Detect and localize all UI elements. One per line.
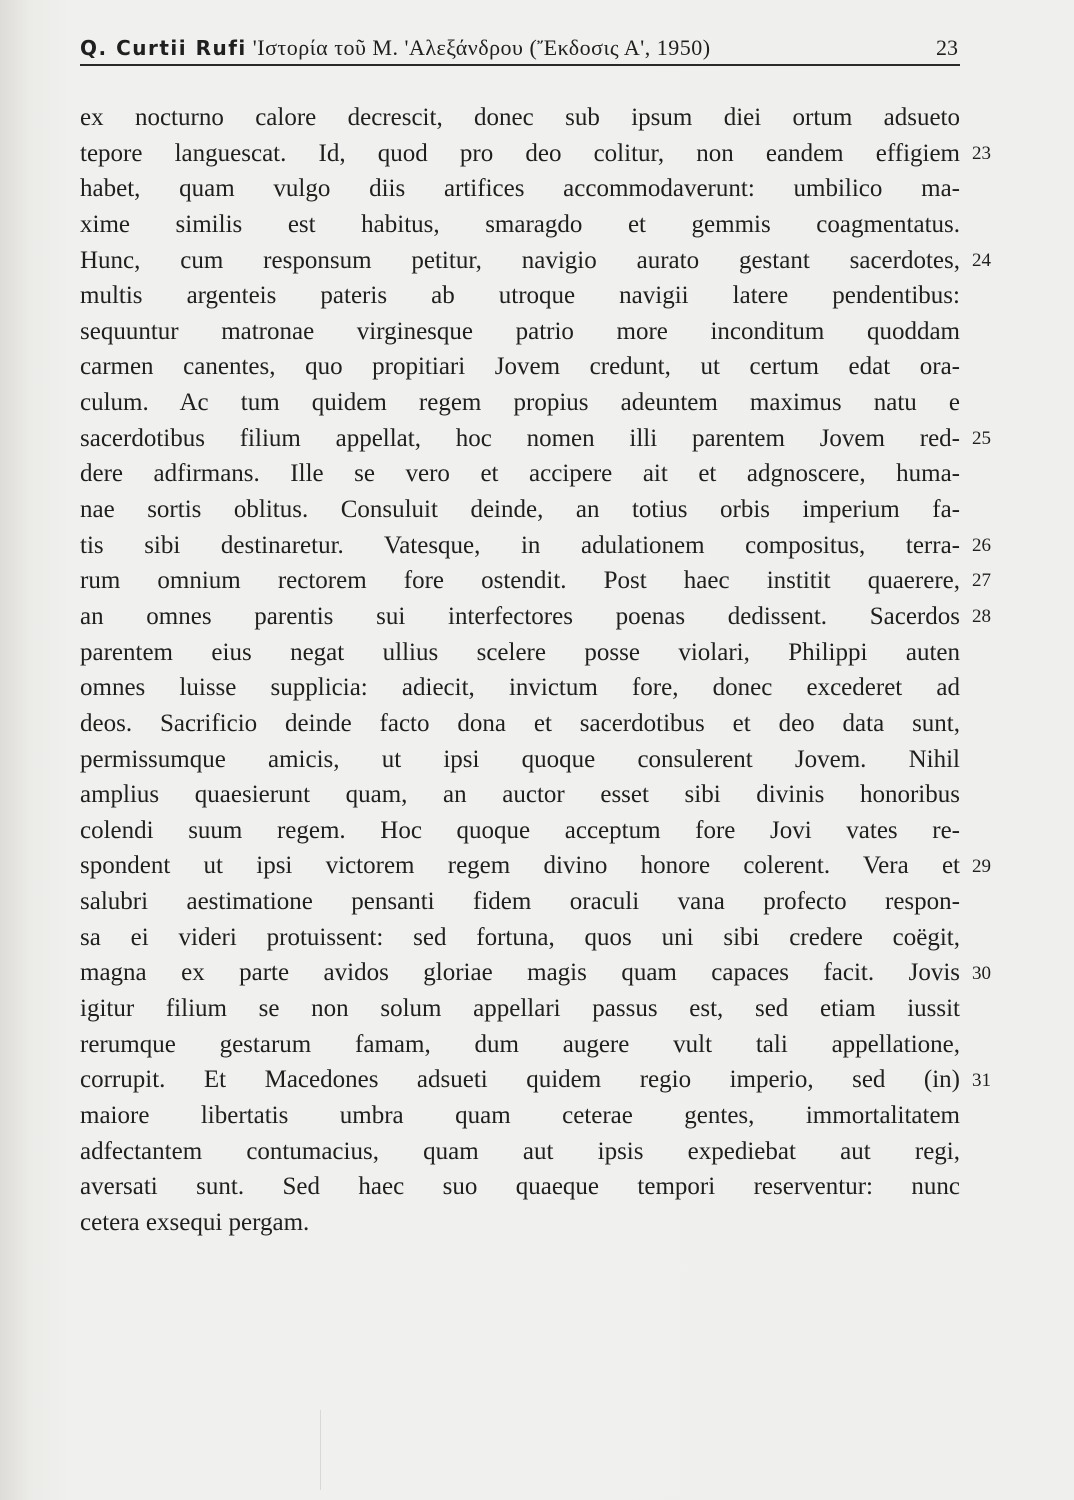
text-line: adfectantem contumacius, quam aut ipsis expediebat aut regi,	[80, 1137, 960, 1165]
text-line: tepore languescat. Id, quod pro deo colitur, non eandem effigiem	[80, 139, 960, 167]
section-number: 26	[972, 534, 991, 556]
text-line: tis sibi destinaretur. Vatesque, in adulationem compositus, terra-	[80, 531, 960, 559]
text-line: sacerdotibus filium appellat, hoc nomen illi parentem Jovem red-	[80, 424, 960, 452]
text-line: habet, quam vulgo diis artifices accommodaverunt: umbilico ma-	[80, 175, 960, 203]
running-header	[80, 34, 960, 66]
section-number: 31	[972, 1069, 991, 1091]
section-number: 30	[972, 962, 991, 984]
text-line: multis argenteis pateris ab utroque navigii latere pendentibus:	[80, 282, 960, 310]
text-line: an omnes parentis sui interfectores poenas dedissent. Sacerdos	[80, 602, 960, 630]
text-line: nae sortis oblitus. Consuluit deinde, an totius orbis imperium fa-	[80, 496, 960, 524]
text-line: sequuntur matronae virginesque patrio more inconditum quoddam	[80, 317, 960, 345]
text-line: deos. Sacrificio deinde facto dona et sacerdotibus et deo data sunt,	[80, 709, 960, 737]
section-number: 23	[972, 142, 991, 164]
text-line: cetera exsequi pergam.	[80, 1208, 310, 1236]
text-line: carmen canentes, quo propitiari Jovem credunt, ut certum edat ora-	[80, 353, 960, 381]
section-number: 29	[972, 855, 991, 877]
page-number: 23	[936, 35, 958, 60]
text-line: spondent ut ipsi victorem regem divino honore colerent. Vera et	[80, 852, 960, 880]
text-line: aversati sunt. Sed haec suo quaeque tempori reserventur: nunc	[80, 1173, 960, 1201]
text-line: permissumque amicis, ut ipsi quoque consulerent Jovem. Nihil	[80, 745, 960, 773]
text-line: Hunc, cum responsum petitur, navigio aurato gestant sacerdotes,	[80, 246, 960, 274]
text-line: ex nocturno calore decrescit, donec sub ipsum diei ortum adsueto	[80, 104, 960, 131]
title-author: Q. Curtii Rufi	[80, 36, 247, 60]
text-line: parentem eius negat ullius scelere posse violari, Philippi auten	[80, 638, 960, 666]
running-title	[80, 34, 711, 62]
text-line: sa ei videri protuissent: sed fortuna, quos uni sibi credere coëgit,	[80, 923, 960, 951]
text-line: magna ex parte avidos gloriae magis quam capaces facit. Jovis	[80, 959, 960, 987]
section-number: 28	[972, 606, 991, 628]
text-line: rum omnium rectorem fore ostendit. Post haec institit quaerere,	[80, 567, 960, 595]
section-number: 25	[972, 427, 991, 449]
section-number: 27	[972, 570, 991, 592]
text-line: rerumque gestarum famam, dum augere vult tali appellatione,	[80, 1030, 960, 1058]
body-text	[80, 100, 960, 1241]
text-line: maiore libertatis umbra quam ceterae gentes, immortalitatem	[80, 1101, 960, 1129]
text-line: igitur filium se non solum appellari passus est, sed etiam iussit	[80, 995, 960, 1023]
text-line: corrupit. Et Macedones adsueti quidem regio imperio, sed (in)	[80, 1066, 960, 1094]
text-line: amplius quaesierunt quam, an auctor esset sibi divinis honoribus	[80, 781, 960, 809]
text-line: salubri aestimatione pensanti fidem oraculi vana profecto respon-	[80, 888, 960, 916]
section-number: 24	[972, 249, 991, 271]
text-line: omnes luisse supplicia: adiecit, invictum fore, donec excederet ad	[80, 674, 960, 702]
text-line: dere adfirmans. Ille se vero et accipere ait et adgnoscere, huma-	[80, 460, 960, 488]
bleed-through-mark	[320, 1410, 321, 1490]
text-line: culum. Ac tum quidem regem propius adeuntem maximus natu e	[80, 389, 960, 417]
title-rest: 'Ιστορία τοῦ Μ. 'Αλεξάνδρου (Ἔκδοσις Α', 1950)	[246, 35, 711, 60]
text-line: colendi suum regem. Hoc quoque acceptum fore Jovi vates re-	[80, 816, 960, 844]
text-line: xime similis est habitus, smaragdo et gemmis coagmentatus.	[80, 210, 960, 238]
